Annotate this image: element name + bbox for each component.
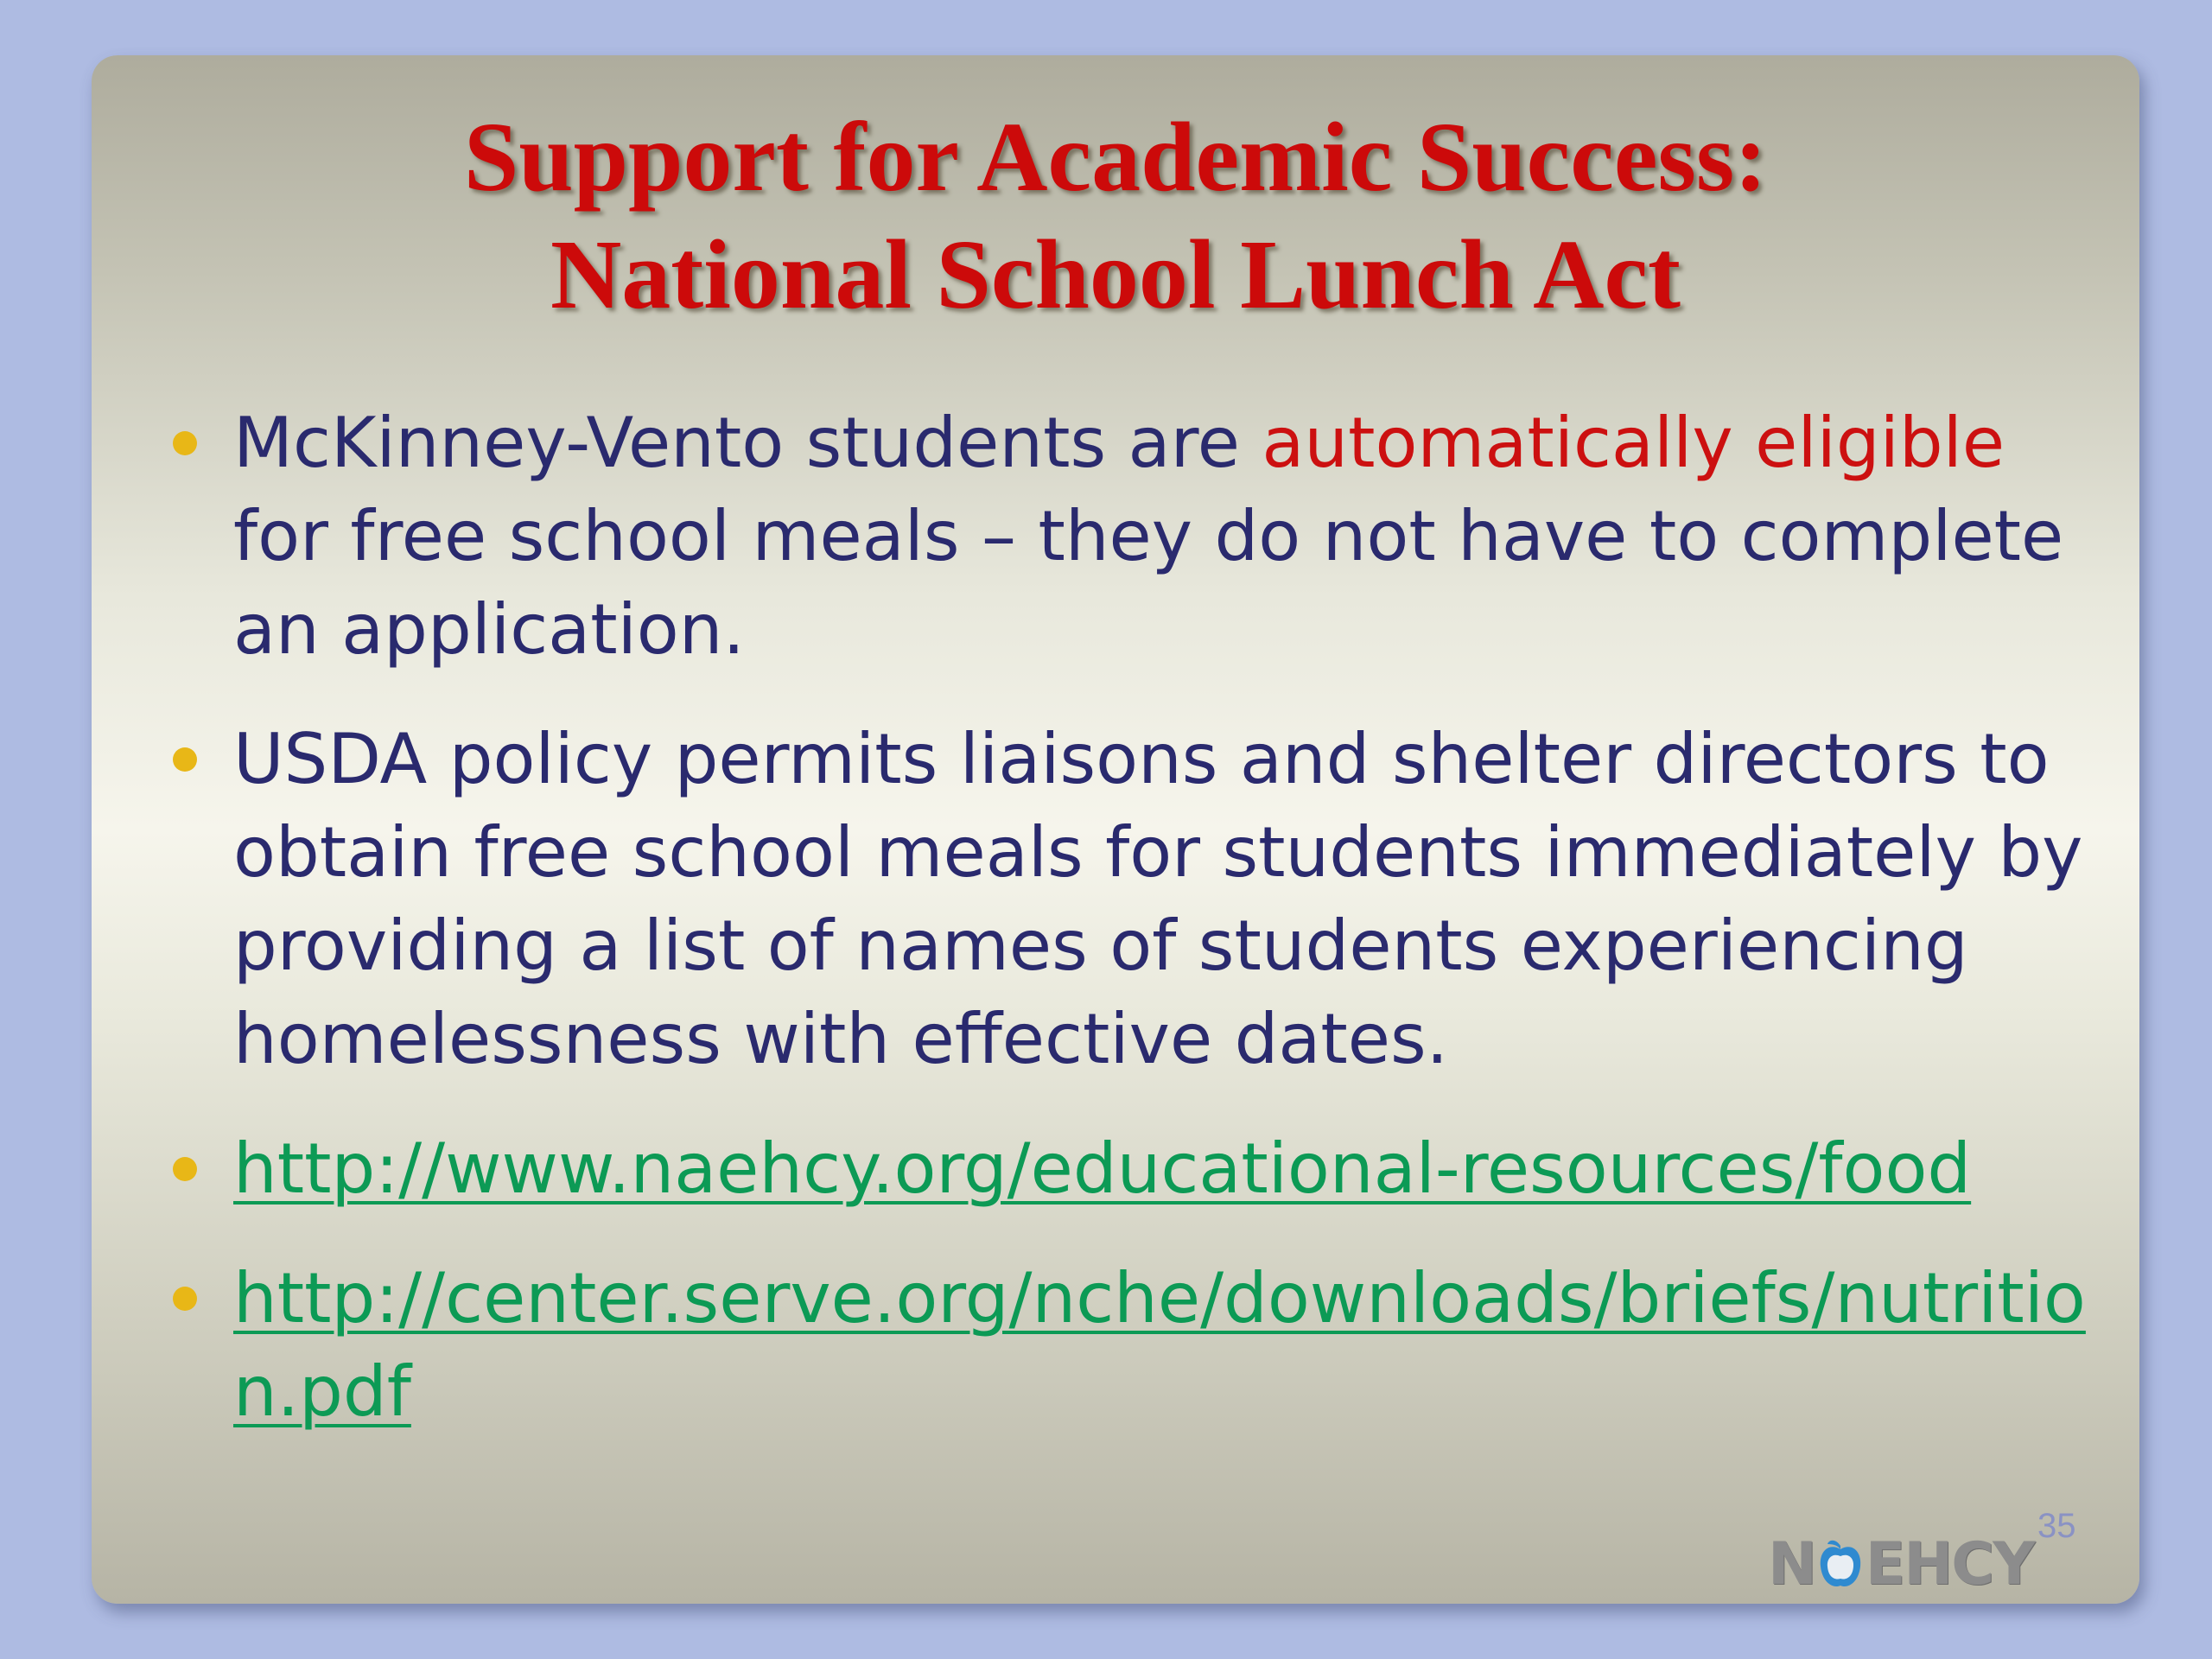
title-line-1: Support for Academic Success: [463, 102, 1768, 212]
naehcy-logo [1768, 1529, 2033, 1599]
bullet-dot-icon [173, 431, 197, 455]
bullet-text-before: McKinney-Vento students are [233, 403, 1262, 483]
link-naehcy-food[interactable]: http://www.naehcy.org/educational-resources/food [233, 1128, 1972, 1209]
bullet-dot-icon [173, 1157, 197, 1181]
bullet-text-after: for free school meals – they do not have to complete an application. [233, 496, 2064, 670]
bullet-item-usda-policy [92, 713, 2139, 1086]
bullet-item-link-nche [92, 1252, 2139, 1439]
bullet-text: USDA policy permits liaisons and shelter directors to obtain free school meals for students immediately by providing a list of names of students experiencing homelessness with effective dates. [233, 719, 2083, 1079]
slide [92, 55, 2139, 1604]
bullet-dot-icon [173, 1287, 197, 1311]
apple-icon [1817, 1537, 1864, 1591]
page-number: 35 [2037, 1507, 2076, 1545]
bullet-item-eligibility [92, 397, 2139, 677]
link-nche-nutrition[interactable]: http://center.serve.org/nche/downloads/briefs/nutrition.pdf [233, 1258, 2086, 1432]
logo-text-left: N [1768, 1529, 1815, 1599]
bullet-list [92, 397, 2139, 1439]
bullet-item-link-naehcy [92, 1122, 2139, 1216]
title-line-2: National School Lunch Act [550, 219, 1681, 329]
bullet-dot-icon [173, 747, 197, 772]
bullet-highlight: automatically eligible [1262, 403, 2005, 483]
logo-text-right: EHCY [1865, 1529, 2034, 1599]
slide-title [92, 99, 2139, 334]
